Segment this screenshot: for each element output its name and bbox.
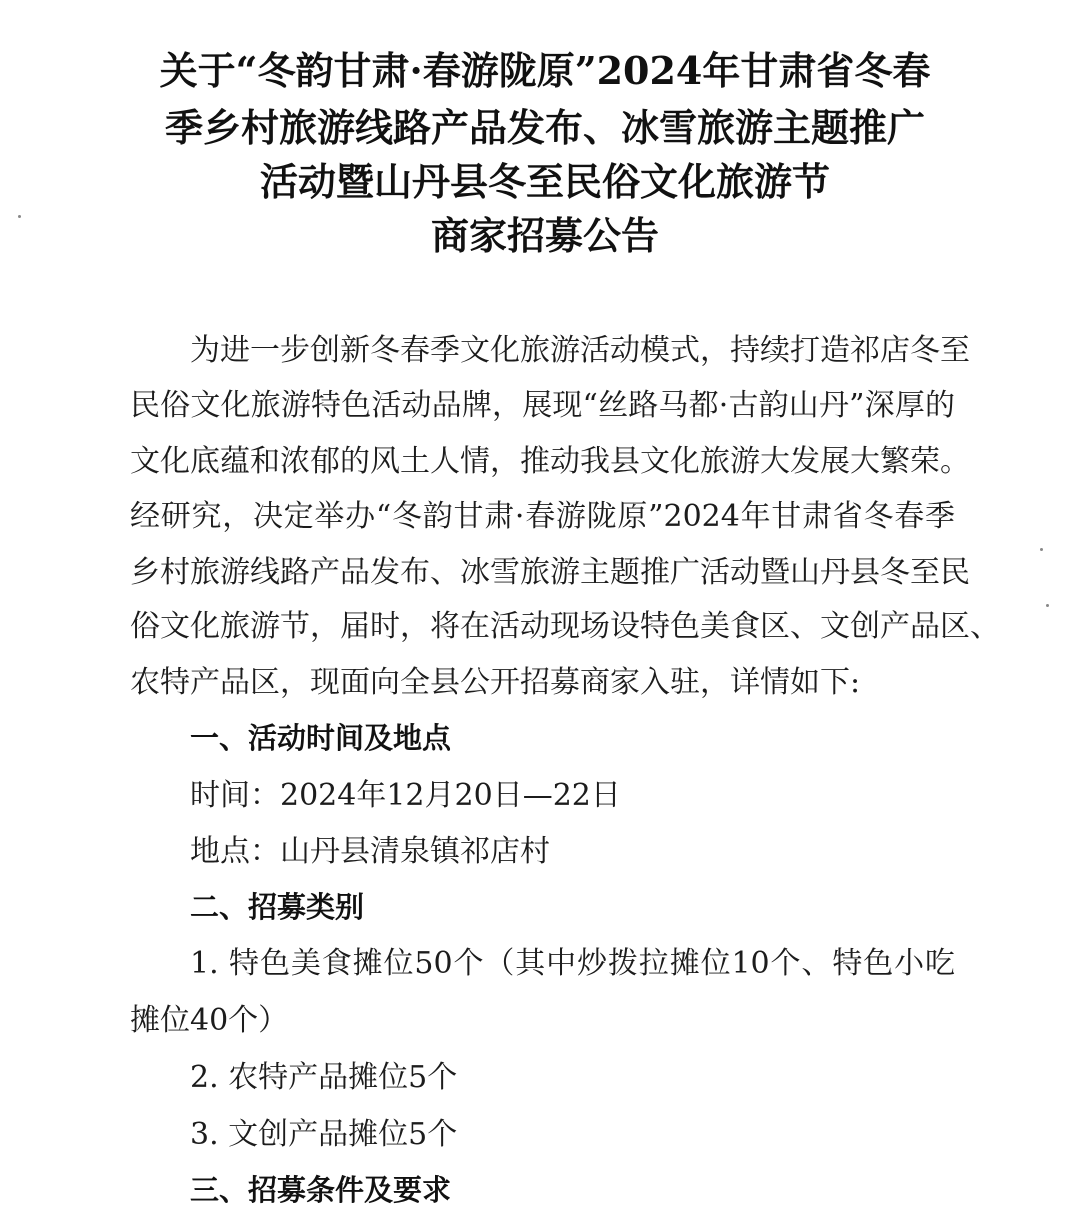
title-line-1: 关于“冬韵甘肃·春游陇原”2024年甘肃省冬春 <box>159 48 931 93</box>
intro-line-7: 农特产品区，现面向全县公开招募商家入驻，详情如下: <box>130 665 861 700</box>
intro-line-3: 文化底蕴和浓郁的风土人情，推动我县文化旅游大发展大繁荣。 <box>130 444 970 479</box>
section-3-heading: 三、招募条件及要求 <box>190 1173 452 1207</box>
section-1-heading: 一、活动时间及地点 <box>190 721 452 755</box>
intro-line-6: 俗文化旅游节，届时，将在活动现场设特色美食区、文创产品区、 <box>130 609 1000 644</box>
category-item-3: 3. 文创产品摊位5个 <box>190 1117 458 1152</box>
title-line-2: 季乡村旅游线路产品发布、冰雪旅游主题推广 <box>164 105 925 150</box>
category-item-1-line-2: 摊位40个） <box>130 1003 289 1038</box>
intro-line-4: 经研究，决定举办“冬韵甘肃·春游陇原”2024年甘肃省冬春季 <box>130 499 955 534</box>
intro-line-2: 民俗文化旅游特色活动品牌，展现“丝路马都·古韵山丹”深厚的 <box>130 388 955 423</box>
title-line-3: 活动暨山丹县冬至民俗文化旅游节 <box>259 159 830 204</box>
intro-line-5: 乡村旅游线路产品发布、冰雪旅游主题推广活动暨山丹县冬至民 <box>130 555 970 590</box>
event-time: 时间：2024年12月20日—22日 <box>190 778 621 813</box>
scan-speck <box>1040 548 1043 551</box>
scan-speck <box>1046 604 1049 607</box>
section-2-heading: 二、招募类别 <box>190 890 365 924</box>
title-line-4: 商家招募公告 <box>430 213 659 258</box>
category-item-2: 2. 农特产品摊位5个 <box>190 1060 458 1095</box>
scan-speck <box>18 215 21 218</box>
event-place: 地点：山丹县清泉镇祁店村 <box>190 834 550 869</box>
intro-line-1: 为进一步创新冬春季文化旅游活动模式，持续打造祁店冬至 <box>190 333 970 368</box>
category-item-1-line-1: 1. 特色美食摊位50个（其中炒拨拉摊位10个、特色小吃 <box>190 946 955 981</box>
